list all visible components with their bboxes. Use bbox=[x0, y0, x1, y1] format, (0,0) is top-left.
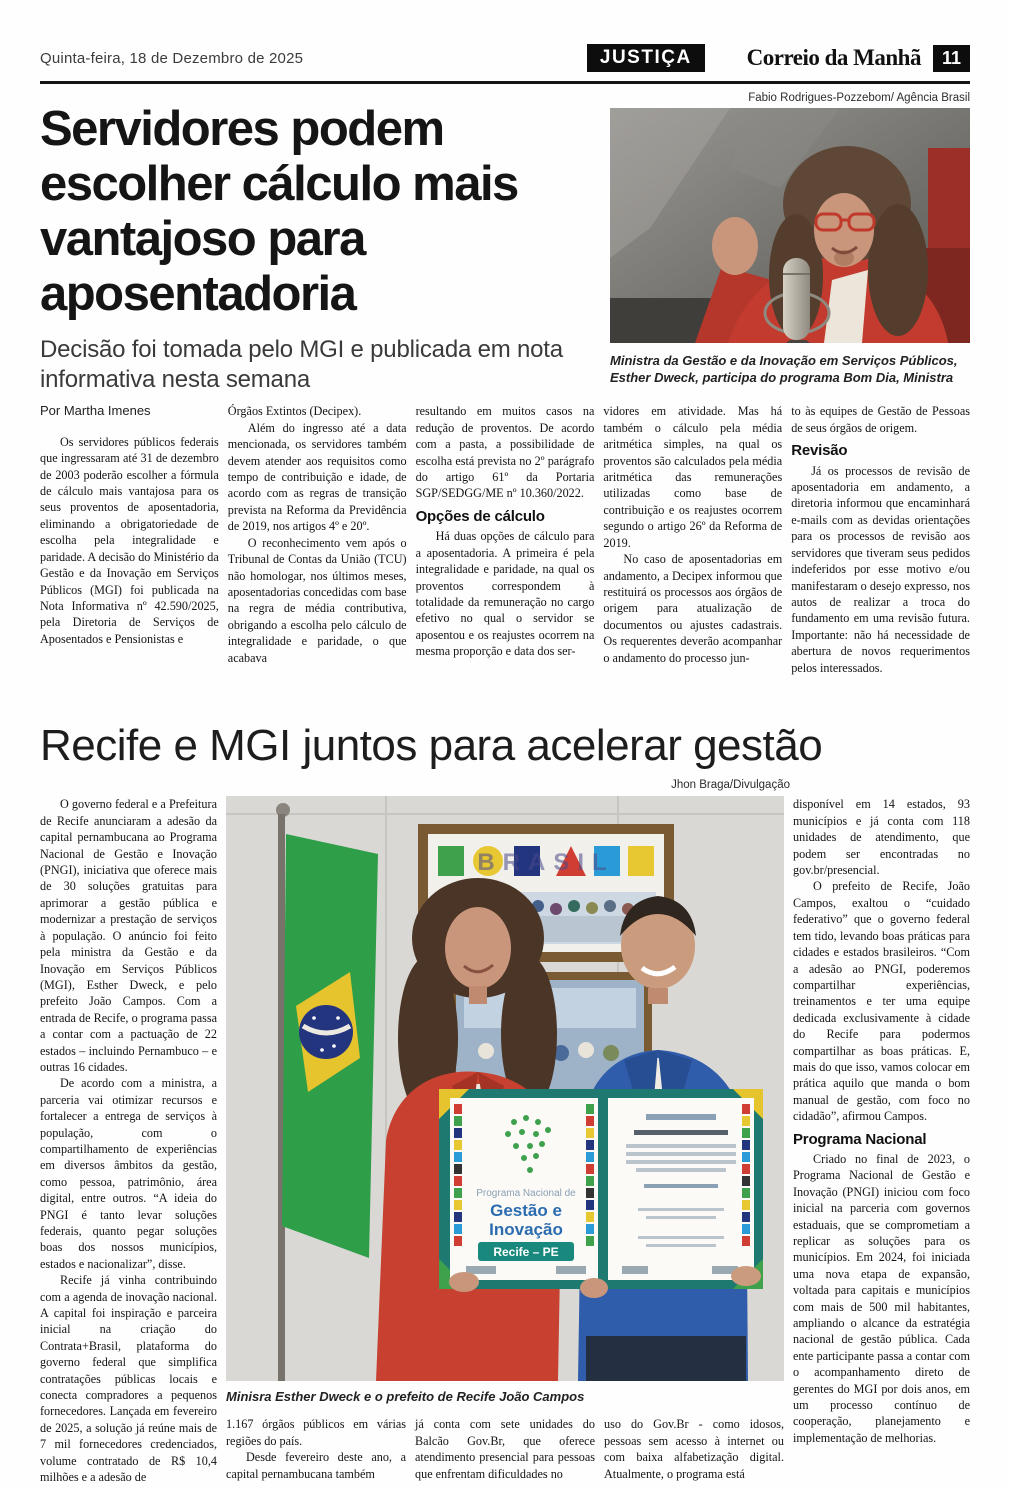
page-number: 11 bbox=[933, 45, 970, 72]
article1-column-4 bbox=[603, 403, 782, 697]
paragraph: Desde fevereiro deste ano, a capital pernambucana também bbox=[226, 1450, 406, 1481]
article1-photo-credit: Fabio Rodrigues-Pozzebom/ Agência Brasil bbox=[748, 92, 970, 104]
svg-text:Inovação: Inovação bbox=[489, 1220, 563, 1240]
article2-bottom-column-3 bbox=[604, 1416, 784, 1488]
article2-body bbox=[40, 796, 970, 1488]
byline: Por Martha Imenes bbox=[40, 403, 151, 419]
article2-bottom-columns bbox=[226, 1416, 784, 1488]
subhead-opcoes-de-calculo: Opções de cálculo bbox=[415, 507, 545, 525]
edition-date: Quinta-feira, 18 de Dezembro de 2025 bbox=[40, 49, 304, 67]
article1-headline: Servidores podem escolher cálculo mais vantajoso para aposentadoria bbox=[40, 102, 518, 321]
masthead: Correio da Manhã bbox=[746, 45, 921, 70]
page-header bbox=[40, 44, 970, 84]
paragraph: resultando em muitos casos na redução de proventos. De acordo com a pasta, a possibilidade de escolha está prevista no 2º parágrafo do artigo 61º da Portaria SGP/SEDGG/ME nº 10.360/2022. bbox=[415, 404, 595, 501]
subhead-revisao: Revisão bbox=[791, 442, 848, 460]
article2-bottom-column-1 bbox=[226, 1416, 406, 1488]
svg-text:Gestão e: Gestão e bbox=[490, 1201, 562, 1221]
article1-subheadline: Decisão foi tomada pelo MGI e publicada em nota informativa nesta semana bbox=[40, 335, 563, 393]
article1-column-5 bbox=[791, 403, 970, 697]
paragraph: Órgãos Extintos (Decipex). bbox=[227, 404, 362, 419]
ceremony-photo bbox=[226, 796, 784, 1381]
paragraph: De acordo com a ministra, a parceria vai otimizar recursos e fortalecer a entrega de serviços à população, com o compartilhamento de experiências em diversos âmbitos da gestão, como pessoa, patrimônio, área digital, entre outros. “A ideia do PNGI é tanto levar soluções federais, quanto pegar soluções boas dos nossos municípios, estados e nacionalizar”, disse. bbox=[40, 1076, 217, 1271]
article1-photo-caption: Ministra da Gestão e da Inovação em Serviços Públicos, Esther Dweck, participa do programa Bom Dia, Ministra bbox=[610, 353, 958, 386]
article2-center bbox=[226, 796, 784, 1488]
paragraph: vidores em atividade. Mas há também o cálculo pela média aritmética simples, na qual os proventos são calculados pela média aritmética das remunerações utilizadas como base de contribuição e os reajustes ocorrem segundo o artigo 26º da Reforma de 2019. bbox=[603, 404, 783, 550]
svg-text:Recife – PE: Recife – PE bbox=[493, 1245, 559, 1260]
article1-column-2 bbox=[228, 403, 407, 697]
paragraph: Já os processos de revisão de aposentadoria em andamento, a diretoria informou que encaminhará e-mails com as devidas orientações para os processos de revisão aos servidores que tiveram seus pedidos indeferidos por esse motivo e/ou manifestaram o desejo expresso, nos autos de realizar a troca do fundamento em uma revisão futura. Importante: não há necessidade de abertura de novos requerimentos pelos interessados. bbox=[791, 463, 970, 675]
paragraph: uso do Gov.Br - como idosos, pessoas sem acesso à internet ou com baixa alfabetização digital. Atualmente, o programa está bbox=[604, 1417, 784, 1481]
article1-column-3 bbox=[416, 403, 595, 697]
paragraph: Recife já vinha contribuindo com a agenda de inovação nacional. A capital foi inspiração e parceira inicial na criação do Contrata+Brasil, plataforma do governo federal que simplifica contratações públicas locais e conecta compradores a pequenos fornecedores. Lançada em fevereiro de 2025, a solução já reúne mais de 7 mil fornecedores credenciados, volume contratado de R$ 10,4 milhões e a adesão de bbox=[40, 1273, 217, 1485]
article2-photo-credit: Jhon Braga/Divulgação bbox=[671, 779, 790, 792]
section-badge: JUSTIÇA bbox=[587, 44, 705, 72]
article2-headline: Recife e MGI juntos para acelerar gestão bbox=[40, 721, 823, 771]
article2-photo-caption: Minisra Esther Dweck e o prefeito de Recife João Campos bbox=[226, 1389, 585, 1405]
ceremony-photo-illustration bbox=[226, 796, 784, 1381]
minister-photo bbox=[610, 108, 970, 343]
article1-column-1 bbox=[40, 403, 219, 697]
article1-body bbox=[40, 403, 970, 697]
paragraph: Criado no final de 2023, o Programa Nacional de Gestão e Inovação (PNGI) iniciou com foco inicial na parceria com governos estaduais, que se comprometiam a replicar as soluções para os municípios. Em 2024, foi iniciada uma nova etapa de expansão, voltada para capitais e municípios com mais de 500 mil habitantes, ampliando o alcance da estratégia nacional de gestão pública. Cada ente participante passa a contar com o acompanhamento direto de gerentes do MGI por dois anos, em um processo contínuo de cooperação, planejamento e implementação de melhorias. bbox=[793, 1151, 970, 1445]
svg-text:BRASIL: BRASIL bbox=[477, 849, 615, 877]
minister-photo-illustration bbox=[610, 108, 970, 343]
subhead-programa-nacional: Programa Nacional bbox=[793, 1130, 927, 1148]
certificate-small-text: Programa Nacional de bbox=[476, 1188, 576, 1200]
paragraph: No caso de aposentadorias em andamento, a Decipex informou que restituirá os processos aos órgãos de origem para atualização de documentos ou ajustes cadastrais. Os requerentes deverão acompanhar o andamento do processo jun- bbox=[603, 552, 783, 665]
article1-top bbox=[40, 88, 970, 395]
paragraph: O reconhecimento vem após o Tribunal de Contas da União (TCU) não homologar, nos últimos meses, aposentadorias concedidas com base na regra de média contributiva, obrigando a escolha pelo cálculo de integralidade e paridade, o que acabava bbox=[227, 535, 407, 665]
paragraph: disponível em 14 estados, 93 municípios e já conta com 118 unidades de atendimento, que podem ser encontradas no gov.br/presencial. bbox=[793, 797, 970, 878]
article2-column-left bbox=[40, 796, 217, 1488]
article2-bottom-column-2 bbox=[415, 1416, 595, 1488]
paragraph: O governo federal e a Prefeitura de Recife anunciaram a adesão da capital pernambucana ao Programa Nacional de Gestão e Inovação (PNGI), iniciativa que oferece mais de 30 soluções gratuitas para aprimorar a gestão pública e modernizar a prestação de serviços à população. O anúncio foi feito pela ministra da Gestão e da Inovação em Serviços Públicos (MGI), Esther Dweck, e pelo prefeito João Campos. Com a entrada de Recife, o programa passa a contar com a pactuação de 22 estados – incluindo Pernambuco – e outras 16 cidades. bbox=[40, 797, 217, 1074]
paragraph: Há duas opções de cálculo para a aposentadoria. A primeira é pela integralidade e paridade, na qual os proventos correspondem à totalidade da remuneração no cargo efetivo no qual o servidor se aposentou e os reajustes ocorrem na mesma proporção e data dos ser- bbox=[415, 529, 595, 659]
article2-column-right bbox=[793, 796, 970, 1488]
paragraph: Os servidores públicos federais que ingressaram até 31 de dezembro de 2003 poderão escolher a fórmula de cálculo mais vantajosa para os seus proventos de aposentadoria, eliminando a obrigatoriedade de escolha pela integralidade e paridade. A decisão do Ministério da Gestão e da Inovação em Serviços Públicos (MGI) foi publicada na Nota Informativa nº 42.590/2025, pela Diretoria de Serviços de Aposentados e Pensionistas e bbox=[40, 434, 219, 646]
paragraph: Além do ingresso até a data mencionada, os servidores também devem atender aos requisitos como tempo de contribuição e idade, de acordo com as regras de transição prevista na Reforma da Previdência de 2019, nos artigos 4º e 20º. bbox=[227, 420, 407, 534]
paragraph: to às equipes de Gestão de Pessoas de seus órgãos de origem. bbox=[791, 404, 970, 435]
paragraph: 1.167 órgãos públicos em várias regiões do país. bbox=[226, 1417, 406, 1448]
paragraph: já conta com sete unidades do Balcão Gov.Br, que oferece atendimento presencial para pessoas que enfrentam dificuldades no bbox=[415, 1417, 595, 1481]
paragraph: O prefeito de Recife, João Campos, exaltou o “cuidado federativo” que o governo federal tem tido, levando boas práticas para cidades e estados brasileiros. “Com a adesão ao PNGI, poderemos compartilhar experiências, treinamentos e ter uma equipe dedicada exclusivamente à cidade do Recife para podermos compartilhar as boas práticas. E, mais do que isso, vamos colocar em prática aquilo que manda o bom manual de gestão, com foco no cidadão”, afirmou Campos. bbox=[793, 879, 970, 1124]
certificate bbox=[439, 1089, 763, 1298]
